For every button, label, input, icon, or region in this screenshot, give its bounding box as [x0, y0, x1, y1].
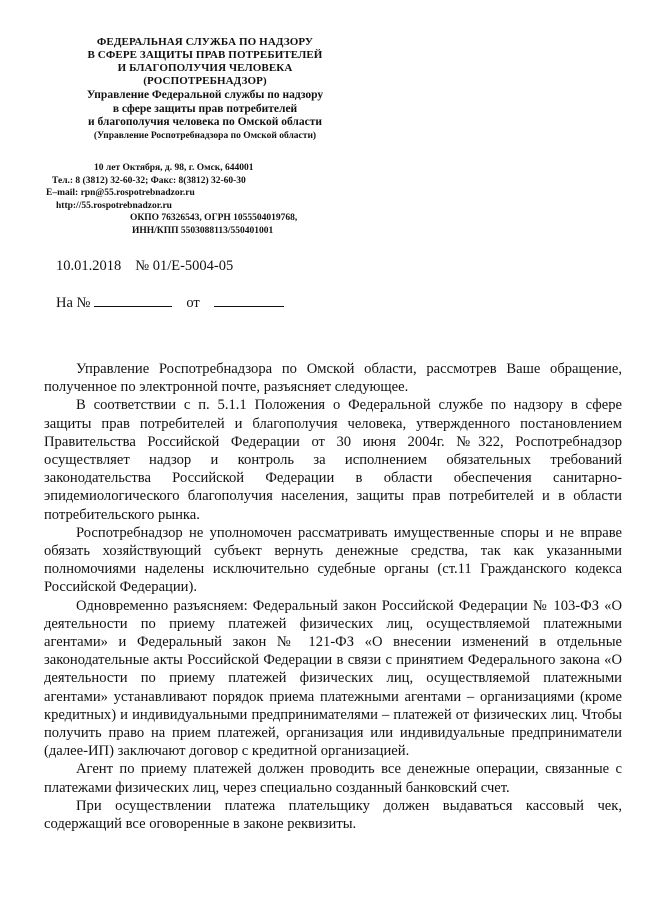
okpo-ogrn-codes: ОКПО 76326543, ОГРН 1055504019768,	[130, 213, 298, 223]
letter-date: 10.01.2018	[56, 258, 122, 274]
address: 10 лет Октября, д. 98, г. Омск, 644001	[94, 163, 254, 173]
body-paragraph: Роспотребнадзор не уполномочен рассматривать имущественные споры и не вправе обязать хозяйствующий субъект вернуть денежные средства, так как указанными полномочиями наделены исключительно судебные органы (ст.11 Гражданского кодекса Российской Федерации).	[44, 524, 622, 596]
agency-name-line: В СФЕРЕ ЗАЩИТЫ ПРАВ ПОТРЕБИТЕЛЕЙ	[87, 49, 323, 61]
agency-name	[40, 36, 370, 88]
reply-date-label: от	[186, 295, 200, 311]
department-name-line: в сфере защиты прав потребителей	[112, 102, 298, 115]
agency-name-line: И БЛАГОПОЛУЧИЯ ЧЕЛОВЕКА	[117, 62, 293, 74]
letter-number: № 01/Е-5004-05	[135, 258, 234, 274]
department-abbreviation: (Управление Роспотребнадзора по Омской области)	[93, 130, 317, 141]
reply-number-blank	[94, 292, 172, 307]
body-paragraph: В соответствии с п. 5.1.1 Положения о Федеральной службе по надзору в сфере защиты прав потребителей и благополучия человека, утвержденного постановлением Правительства Российской Федерации от 30 июня 2004г. №322, Роспотребнадзор осуществляет надзор и контроль за исполнением обязательных требований законодательства Российской Федерации в области обеспечения санитарно-эпидемиологического благополучия населения, защиты прав потребителей и в области потребительского рынка.	[44, 397, 622, 523]
body-paragraph: Агент по приему платежей должен проводить все денежные операции, связанные с платежами физических лиц, через специально созданный банковский счет.	[44, 761, 622, 796]
email-address: E–mail: rpn@55.rospotrebnadzor.ru	[46, 188, 195, 198]
department-name	[40, 89, 370, 130]
department-name-line: Управление Федеральной службы по надзору	[86, 89, 324, 101]
body-paragraph: При осуществлении платежа плательщику должен выдаваться кассовый чек, содержащий все оговоренные в законе реквизиты.	[44, 797, 622, 833]
contact-block	[46, 162, 346, 237]
registration-line	[56, 257, 233, 275]
letter-body	[44, 360, 622, 833]
agency-name-line: (РОСПОТРЕБНАДЗОР)	[143, 75, 267, 87]
department-name-line: и благополучия человека по Омской области	[87, 116, 323, 128]
reply-number-label: На №	[56, 295, 91, 311]
inn-kpp-codes: ИНН/КПП 5503088113/550401001	[132, 225, 274, 236]
body-paragraph: Одновременно разъясняем: Федеральный закон Российской Федерации № 103-ФЗ «О деятельности по приему платежей физических лиц, осуществляемой платежными агентами» и Федеральный закон № 121-ФЗ «О внесении изменений в отдельные законодательные акты Российской Федерации в связи с принятием Федерального закона «О деятельности по приему платежей физических лиц, осуществляемой платежными агентами» устанавливают порядок приема платежными агентами – организациями (кроме кредитных) и индивидуальными предпринимателями – платежей от физических лиц. Чтобы получить право на прием платежей, организация или индивидуальные предприниматели (далее-ИП) заключают договор с кредитной организацией.	[44, 597, 622, 760]
reply-date-blank	[214, 292, 284, 307]
letterhead	[40, 36, 370, 143]
reply-reference-line	[56, 292, 284, 312]
body-paragraph: Управление Роспотребнадзора по Омской области, рассмотрев Ваше обращение, полученное по электронной почте, разъясняет следующее.	[44, 361, 622, 396]
website-url: http://55.rospotrebnadzor.ru	[56, 200, 172, 211]
agency-name-line: ФЕДЕРАЛЬНАЯ СЛУЖБА ПО НАДЗОРУ	[96, 36, 314, 48]
phone-fax: Тел.: 8 (3812) 32-60-32; Факс: 8(3812) 32-60-30	[52, 175, 246, 186]
